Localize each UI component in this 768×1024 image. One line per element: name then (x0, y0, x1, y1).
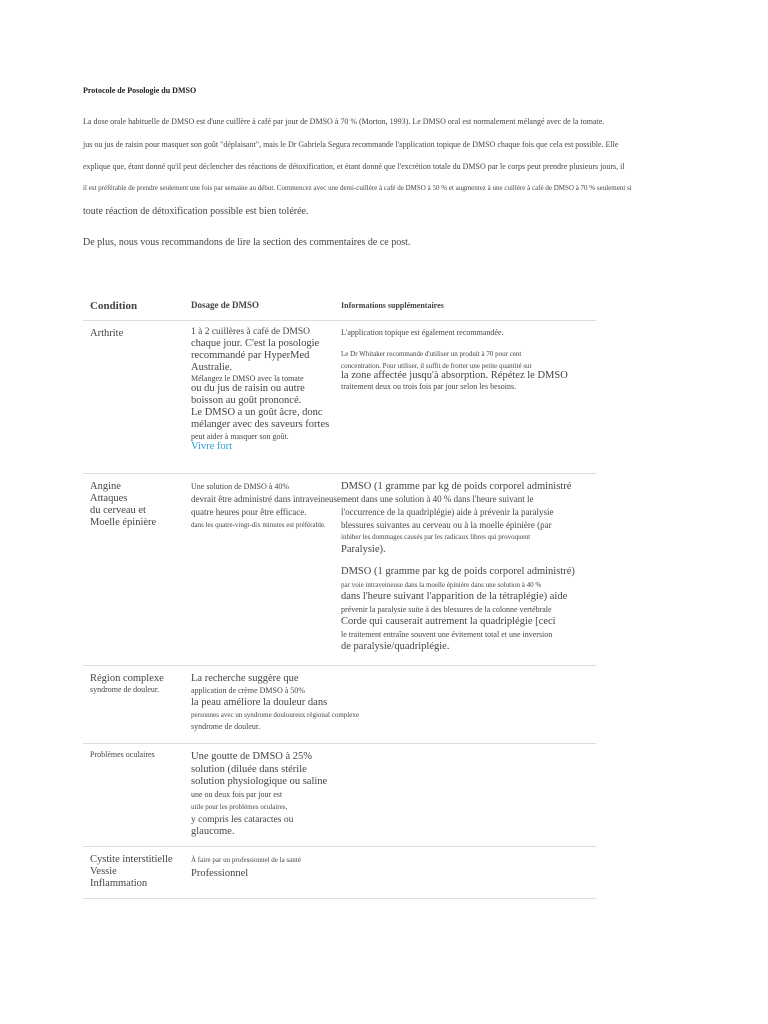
table-divider (83, 665, 596, 666)
header-condition: Condition (90, 300, 138, 312)
table-divider (83, 743, 596, 744)
intro-line-5: toute réaction de détoxification possible est bien tolérée. (83, 206, 309, 217)
row-dosage: À faire par un professionnel de la santé Professionnel (191, 856, 301, 879)
vivre-fort-link[interactable]: Vivre fort (191, 440, 233, 452)
intro-line-3: explique que, étant donné qu'il peut déclencher des réactions de détoxification, et étant donné que l'excrétion totale du DMSO par le corps peut prendre plusieurs jours, il (83, 162, 625, 171)
table-divider (83, 320, 596, 321)
row-dosage: Une solution de DMSO à 40% devrait être administré dans intraveineusement dans une solution à 40 % dans l'heure suivant le quatre heures pour être efficace. dans les quatre-vingt-dix minutes est préférable. (191, 482, 534, 529)
table-divider (83, 473, 596, 474)
row-dosage: 1 à 2 cuillères à café de DMSO chaque jour. C'est la posologie recommandé par HyperMed Australie. Mélangez le DMSO avec la tomate ou du jus de raisin ou autre boisson au goût prononcé. Le DMSO a un goût âcre, donc mélanger avec des saveurs fortes peut aider à masquer son goût. Vivre fort (191, 327, 330, 452)
intro-line-1: La dose orale habituelle de DMSO est d'une cuillère à café par jour de DMSO à 70 % (Morton, 1993). Le DMSO oral est normalement mélangé avec de la tomate. (83, 117, 605, 126)
row-condition: Région complexe syndrome de douleur. (90, 673, 164, 695)
table-divider (83, 846, 596, 847)
row-condition: Cystite interstitielle Vessie Inflammation (90, 854, 173, 889)
row-info: DMSO (1 gramme par kg de poids corporel administré l'occurrence de la quadriplégie) aide à prévenir la paralysie blessures suivantes au cerveau ou à la moelle épinière (par inhiber les dommages causés par les radicaux libres qui provoquent Paralysie). DMSO (1 gramme par kg de poids corporel administré) par voie intraveineuse dans la moelle épinière dans une solution à 40 % dans l'heure suivant l'apparition de la tétraplégie) aide prévenir la paralysie suite à des blessures de la colonne vertébrale Corde qui causerait autrement la quadriplégie [ceci le traitement entraîne souvent une évitement total et une inversion de paralysie/quadriplégie. (341, 481, 575, 652)
row-condition: Problèmes oculaires (90, 750, 155, 759)
page-title: Protocole de Posologie du DMSO (83, 86, 197, 95)
header-info: Informations supplémentaires (341, 301, 444, 310)
intro-line-6: De plus, nous vous recommandons de lire la section des commentaires de ce post. (83, 237, 411, 248)
header-dosage: Dosage de DMSO (191, 300, 259, 310)
intro-line-2: jus ou jus de raisin pour masquer son goût "déplaisant", mais le Dr Gabriela Segura recommande l'application topique de DMSO chaque fois que cela est possible. Elle (83, 140, 619, 149)
row-condition: Arthrite (90, 328, 124, 339)
intro-line-4: il est préférable de prendre seulement une fois par semaine au début. Commencez avec une demi-cuillère à café de DMSO à 50 % et augmentez à une cuillère à café de DMSO à 70 % seulement si (83, 184, 632, 192)
row-condition: Angine Attaques du cerveau et Moelle épinière (90, 481, 157, 528)
row-dosage: Une goutte de DMSO à 25% solution (diluée dans stérile solution physiologique ou saline une ou deux fois par jour est utile pour les problèmes oculaires, y compris les cataractes ou glaucome. (191, 751, 328, 837)
table-divider (83, 898, 596, 899)
row-dosage: La recherche suggère que application de crème DMSO à 50% la peau améliore la douleur dans personnes avec un syndrome douloureux régional complexe syndrome de douleur. (191, 673, 359, 731)
row-info: L'application topique est également recommandée. Le Dr Whitaker recommande d'utiliser un produit à 70 pour cent concentration. Pour utiliser, il suffit de frotter une petite quantité sur la zone affectée jusqu'à absorption. Répétez le DMSO traitement deux ou trois fois par jour selon les besoins. (341, 328, 568, 392)
